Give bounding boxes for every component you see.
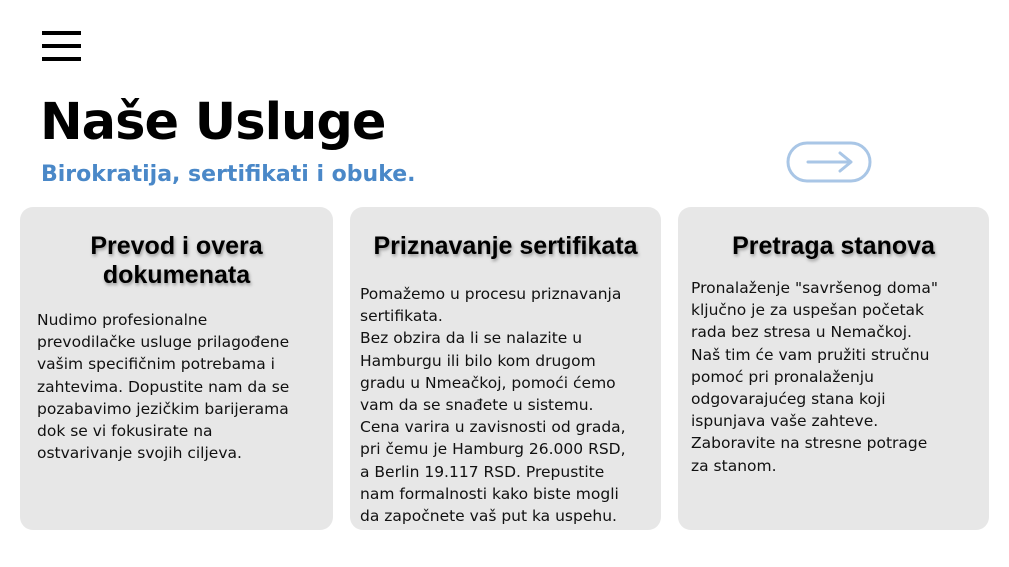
card-description: Pomažemo u procesu priznavanja sertifikata. Bez obzira da li se nalazite u Hamburgu ili bilo kom drugom gradu u Nmeačkoj, pomoći ćemo vam da se snađete u sistemu. Cena varira u zavisnosti od grada, pri čemu je Hamburg 26.000 RSD, a Berlin 19.117 RSD. Prepustite nam formalnosti kako biste mogli da započnete vaš put ka uspehu.	[360, 285, 626, 526]
menu-bar-bottom	[42, 57, 81, 61]
card-title: Pretraga stanova	[732, 232, 935, 260]
card-title: Prevod i overa dokumenata	[90, 232, 263, 289]
menu-bar-middle	[42, 44, 81, 48]
page-subtitle: Birokratija, sertifikati i obuke.	[41, 162, 416, 187]
card-description: Pronalaženje "savršenog doma" ključno je za uspešan početak rada bez stresa u Nemačkoj. Naš tim će vam pružiti stručnu pomoć pri pronalaženju odgovarajućeg stana koji ispunjava vaše zahteve. Zaboravite na stresne potrage za stanom.	[691, 279, 938, 475]
page-title: Naše Usluge	[40, 93, 386, 152]
service-card-housing	[678, 207, 989, 530]
next-button[interactable]	[786, 141, 872, 183]
service-card-translation	[20, 207, 333, 530]
card-description: Nudimo profesionalne prevodilačke usluge prilagođene vašim specifičnim potrebama i zahtevima. Dopustite nam da se pozabavimo jezičkim barijerama dok se vi fokusirate na ostvarivanje svojih ciljeva.	[37, 311, 290, 463]
arrow-right-icon	[786, 141, 872, 183]
card-title: Priznavanje sertifikata	[373, 232, 638, 260]
service-card-certificates	[350, 207, 661, 530]
menu-bar-top	[42, 31, 81, 35]
hamburger-menu-icon[interactable]	[42, 31, 81, 63]
